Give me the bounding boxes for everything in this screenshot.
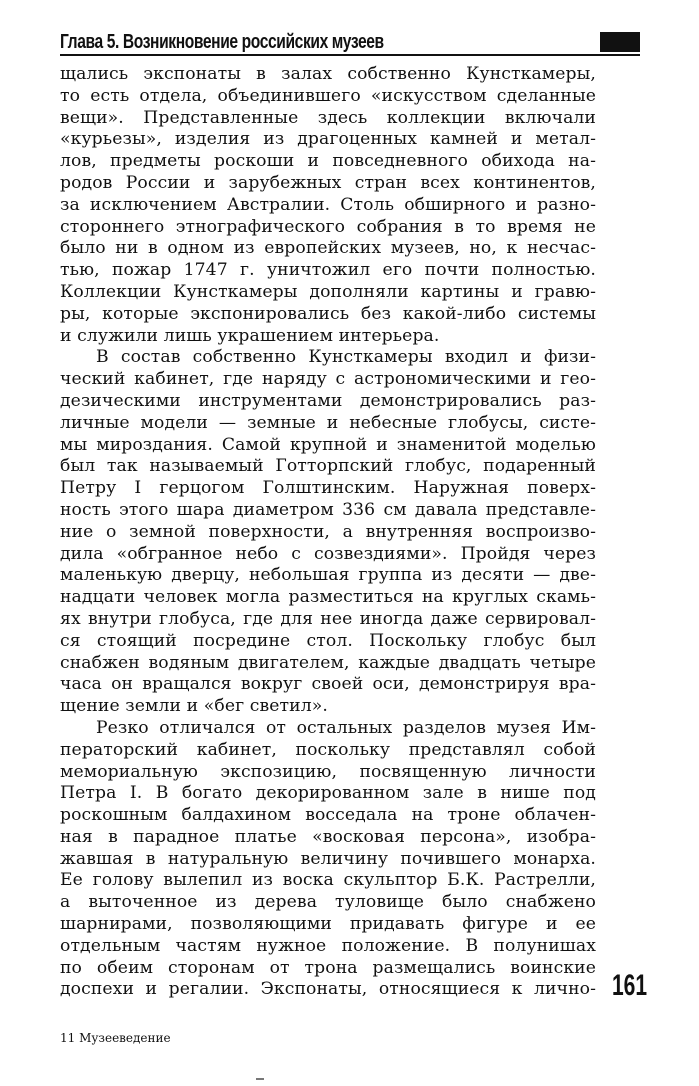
text-line: доспехи и регалии. Экспонаты, относящиеся к лично-: [60, 979, 596, 1000]
text-line: родов России и зарубежных стран всех континентов,: [60, 172, 596, 193]
text-line: по обеим сторонам от трона размещались воинские: [60, 957, 596, 978]
text-line: снабжен водяным двигателем, каждые двадцать четыре: [60, 652, 596, 673]
text-line: ях внутри глобуса, где для нее иногда даже сервировал-: [60, 608, 596, 629]
header-black-block: [600, 32, 640, 52]
text-line: и служили лишь украшением интерьера.: [60, 325, 440, 346]
text-line: отдельным частям нужное положение. В полунишах: [60, 935, 596, 956]
text-line: то есть отдела, объединившего «искусством сделанные: [60, 85, 596, 106]
text-line: был так называемый Готторпский глобус, подаренный: [60, 456, 596, 477]
text-line: роскошным балдахином восседала на троне облачен-: [60, 805, 596, 826]
text-line: личные модели — земные и небесные глобусы, систе-: [60, 412, 596, 433]
text-line: надцати человек могла разместиться на круглых скамь-: [60, 587, 596, 608]
text-line: Ее голову вылепил из воска скульптор Б.К. Растрелли,: [60, 870, 596, 891]
text-line: ператорский кабинет, поскольку представлял собой: [60, 739, 596, 760]
text-line: Коллекции Кунсткамеры дополняли картины и гравю-: [60, 281, 596, 302]
text-line: щались экспонаты в залах собственно Кунсткамеры,: [60, 64, 596, 84]
text-line: лов, предметы роскоши и повседневного обихода на-: [60, 151, 596, 172]
text-line: дезическими инструментами демонстрировались раз-: [60, 390, 596, 411]
text-line: ность этого шара диаметром 336 см давала представле-: [60, 499, 596, 520]
text-line: за исключением Австралии. Столь обширного и разно-: [60, 194, 596, 215]
text-line: маленькую дверцу, небольшая группа из десяти — две-: [60, 565, 596, 586]
text-line: Петру I герцогом Голштинским. Наружная поверх-: [60, 478, 596, 499]
paragraph-1: [60, 64, 596, 347]
text-line: ная в парадное платье «восковая персона», изобра-: [60, 826, 596, 847]
text-line: жавшая в натуральную величину почившего монарха.: [60, 848, 596, 869]
paragraph-2: [60, 347, 596, 718]
text-line: Петра I. В богато декорированном зале в нише под: [60, 783, 596, 804]
paragraph-3: [60, 718, 596, 1001]
text-line: вещи». Представленные здесь коллекции включали: [60, 107, 596, 128]
text-line: шарнирами, позволяющими придавать фигуре и ее: [60, 914, 596, 935]
print-mark: [256, 1078, 264, 1080]
text-line: ние о земной поверхности, а внутренняя воспроизво-: [60, 521, 596, 542]
text-line: мы мироздания. Самой крупной и знаменитой моделью: [60, 434, 596, 455]
page-number: 161: [612, 969, 648, 1002]
text-line: ческий кабинет, где наряду с астрономическими и гео-: [60, 369, 596, 390]
text-line: стороннего этнографического собрания в то время не: [60, 216, 596, 237]
text-line: «курьезы», изделия из драгоценных камней и метал-: [60, 129, 596, 150]
chapter-title: Глава 5. Возникновение российских музеев: [60, 31, 384, 53]
page-body: [60, 64, 596, 1001]
text-line: а выточенное из дерева туловище было снабжено: [60, 892, 596, 913]
text-line: тью, пожар 1747 г. уничтожил его почти полностью.: [60, 260, 596, 281]
text-line: В состав собственно Кунсткамеры входил и физи-: [96, 347, 596, 368]
text-line: ры, которые экспонировались без какой-либо системы: [60, 303, 596, 324]
signature-mark: 11 Музееведение: [60, 1031, 171, 1045]
text-line: было ни в одном из европейских музеев, но, к несчас-: [60, 238, 596, 259]
text-line: ся стоящий посредине стол. Поскольку глобус был: [60, 630, 596, 651]
text-line: часа он вращался вокруг своей оси, демонстрируя вра-: [60, 674, 596, 695]
text-line: щение земли и «бег светил».: [60, 696, 328, 717]
text-line: дила «обгранное небо с созвездиями». Пройдя через: [60, 543, 596, 564]
text-line: мемориальную экспозицию, посвященную личности: [60, 761, 596, 782]
running-header: [60, 30, 640, 56]
text-line: Резко отличался от остальных разделов музея Им-: [96, 717, 596, 738]
